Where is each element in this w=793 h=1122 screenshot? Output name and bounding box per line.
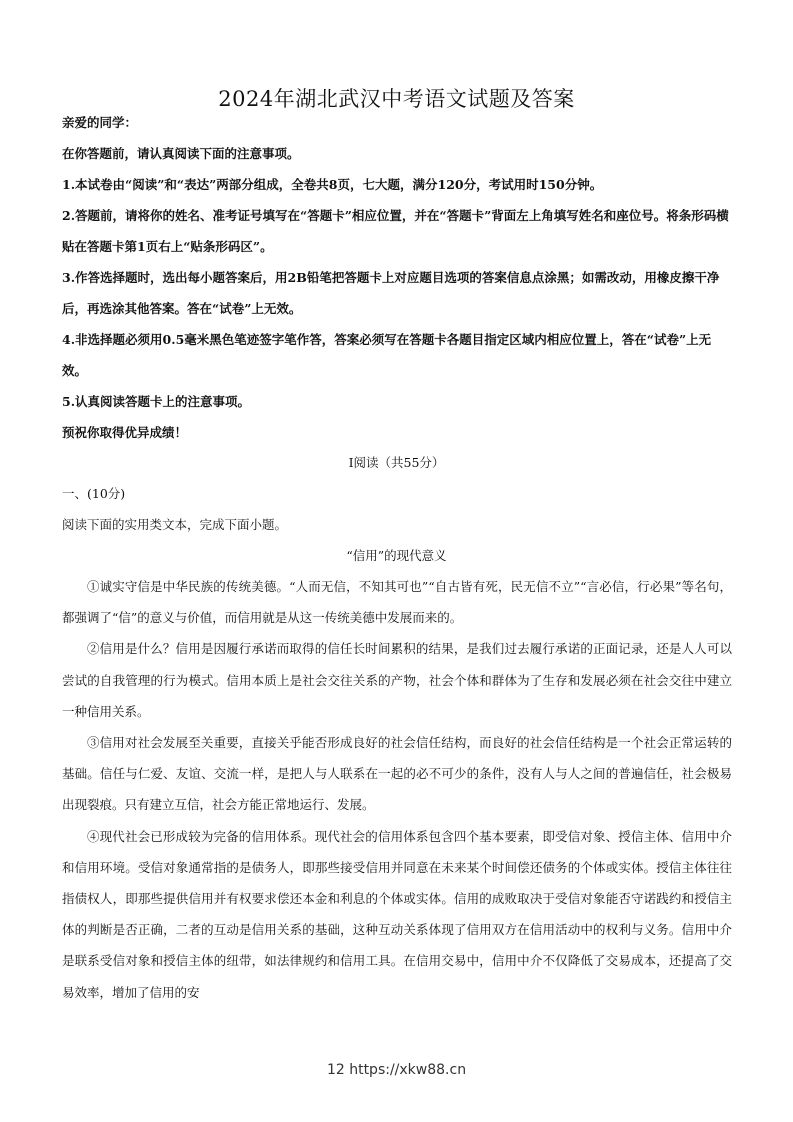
notice-closing: 预祝你取得优异成绩！ [62, 425, 188, 440]
notice-item-4: 4.非选择题必须用0.5毫米黑色笔迹签字笔作答，答案必须写在答题卡各题目指定区域内相应位置上，答在“试卷”上无效。 [62, 332, 712, 378]
footer-page-link[interactable]: 12 https://xkw88.cn [326, 1062, 467, 1078]
notice-item-3: 3.作答选择题时，选出每小题答案后，用2B铅笔把答题卡上对应题目选项的答案信息点涂黑；如需改动，用橡皮擦干净后，再选涂其他答案。答在“试卷”上无效。 [62, 270, 720, 316]
question-instruction: 阅读下面的实用类文本，完成下面小题。 [62, 517, 288, 532]
section-heading: Ⅰ阅读（共55分） [348, 455, 445, 470]
question-heading: 一、(10分) [62, 486, 126, 501]
notice-intro: 在你答题前，请认真阅读下面的注意事项。 [62, 146, 300, 161]
notice-item-1: 1.本试卷由“阅读”和“表达”两部分组成，全卷共8页，七大题，满分120分，考试用时150分钟。 [62, 177, 603, 192]
notice-greeting: 亲爱的同学： [62, 115, 138, 130]
article-body [62, 571, 732, 1008]
article-paragraph-2: ②信用是什么？信用是因履行承诺而取得的信任长时间累积的结果，是我们过去履行承诺的正面记录，还是人人可以尝试的自我管理的行为模式。信用本质上是社会交往关系的产物，社会个体和群体为了生存和发展必须在社会交往中建立一种信用关系。 [62, 641, 732, 719]
article-paragraph-1: ①诚实守信是中华民族的传统美德。“人而无信，不知其可也”“自古皆有死，民无信不立”“言必信，行必果”等名句，都强调了“信”的意义与价值，而信用就是从这一传统美德中发展而来的。 [62, 579, 732, 626]
article-paragraph-3: ③信用对社会发展至关重要，直接关乎能否形成良好的社会信任结构，而良好的社会信任结构是一个社会正常运转的基础。信任与仁爱、友谊、交流一样，是把人与人联系在一起的必不可少的条件，没有人与人之间的普遍信任，社会极易出现裂痕。只有建立互信，社会方能正常地运行、发展。 [62, 735, 732, 813]
notice-item-5: 5.认真阅读答题卡上的注意事项。 [62, 394, 251, 409]
exam-notice [62, 107, 732, 448]
article-title: “信用”的现代意义 [346, 548, 447, 563]
article-paragraph-4: ④现代社会已形成较为完备的信用体系。现代社会的信用体系包含四个基本要素，即受信对象、授信主体、信用中介和信用环境。受信对象通常指的是债务人，即那些接受信用并同意在未来某个时间偿还债务的个体或实体。授信主体往往指债权人，即那些提供信用并有权要求偿还本金和利息的个体或实体。信用的成败取决于受信对象能否守诺践约和授信主体的判断是否正确，二者的互动是信用关系的基础，这种互动关系体现了信用双方在信用活动中的权利与义务。信用中介是联系受信对象和授信主体的纽带，如法律规约和信用工具。在信用交易中，信用中介不仅降低了交易成本，还提高了交易效率，增加了信用的安 [62, 828, 732, 1000]
page-title: 2024年湖北武汉中考语文试题及答案 [218, 87, 575, 112]
notice-item-2: 2.答题前，请将你的姓名、准考证号填写在“答题卡”相应位置，并在“答题卡”背面左上角填写姓名和座位号。将条形码横贴在答题卡第1页右上“贴条形码区”。 [62, 208, 729, 254]
page-footer [0, 1058, 793, 1082]
